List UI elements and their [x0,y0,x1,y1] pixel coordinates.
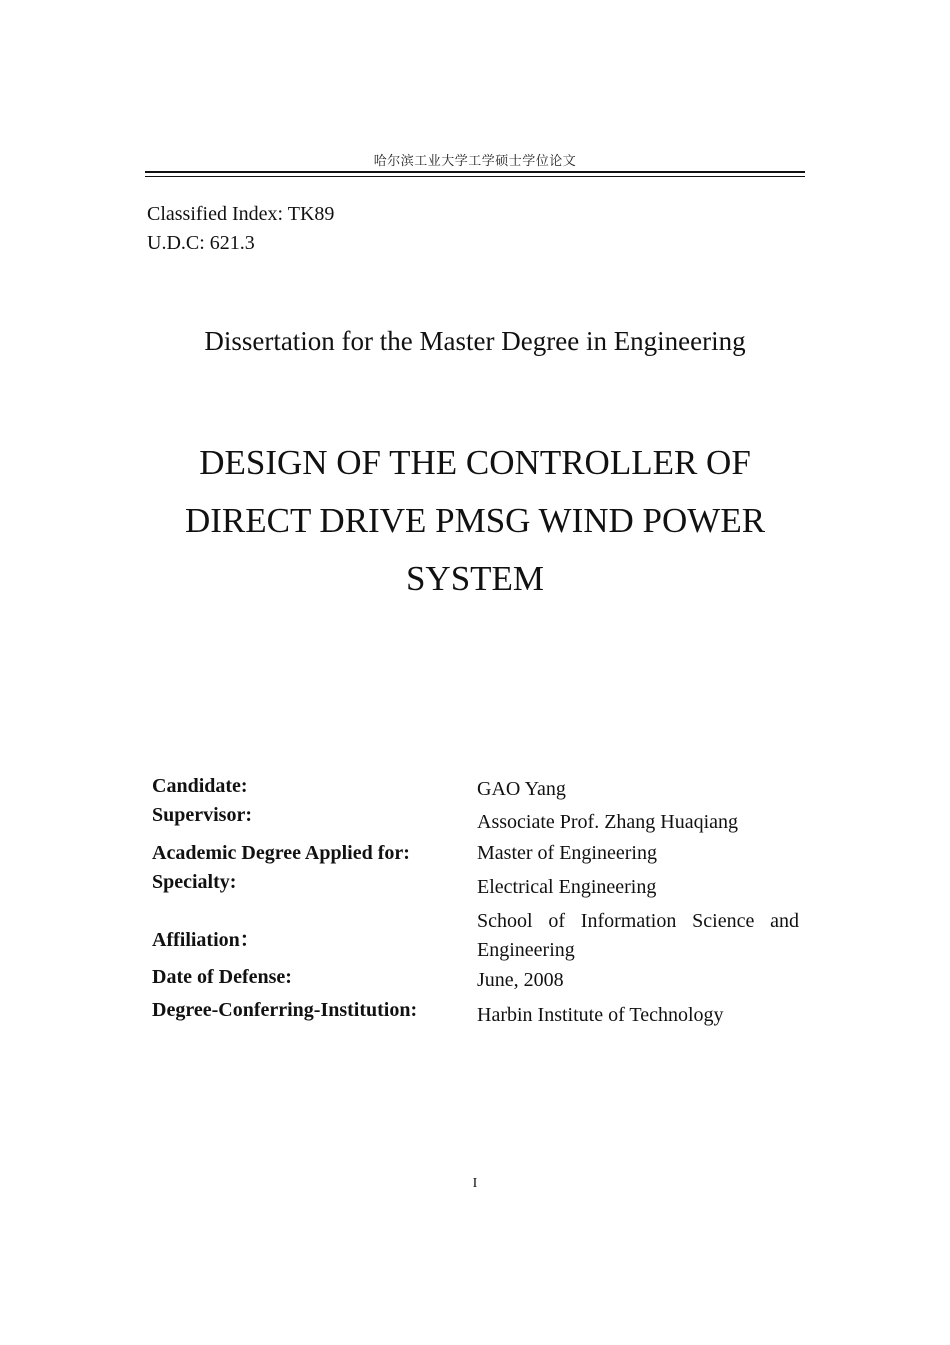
degree-value: Master of Engineering [477,842,657,864]
affiliation-label: Affiliation： [152,929,260,951]
header-rule-thin [145,176,805,177]
page-number: I [472,1176,478,1191]
specialty-label: Specialty: [152,871,237,893]
header-rule-thick [145,171,805,173]
udc-code: U.D.C: 621.3 [147,232,255,254]
candidate-label: Candidate: [152,775,248,797]
title-line-1: DESIGN OF THE CONTROLLER OF [199,443,751,482]
thesis-title [100,434,850,608]
institution-label: Degree-Conferring-Institution: [152,999,418,1021]
title-line-2: DIRECT DRIVE PMSG WIND POWER [184,501,766,540]
supervisor-value: Associate Prof. Zhang Huaqiang [477,811,739,833]
degree-label: Academic Degree Applied for: [152,842,410,864]
defense-label: Date of Defense: [152,966,292,988]
candidate-value: GAO Yang [477,778,566,800]
specialty-value: Electrical Engineering [477,876,657,898]
running-header: 哈尔滨工业大学工学硕士学位论文 [373,154,577,169]
classified-index: Classified Index: TK89 [147,203,335,225]
institution-value: Harbin Institute of Technology [477,1004,724,1026]
supervisor-label: Supervisor: [152,804,252,826]
degree-statement: Dissertation for the Master Degree in Engineering [204,326,746,356]
title-line-3: SYSTEM [405,559,545,598]
defense-value: June, 2008 [477,969,564,991]
affiliation-value: School of Information Science and Engineering [477,910,799,961]
